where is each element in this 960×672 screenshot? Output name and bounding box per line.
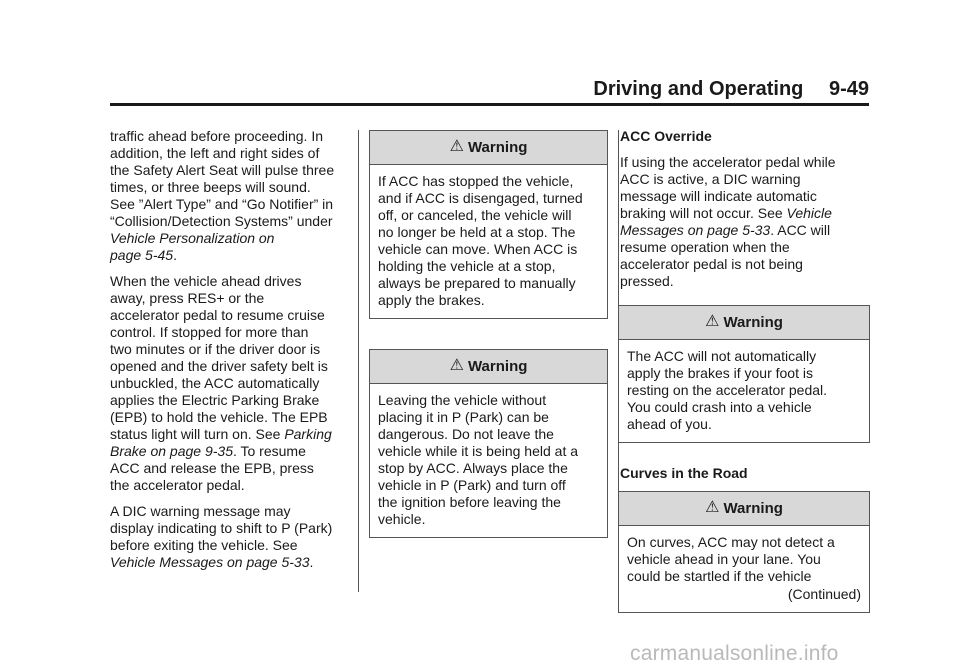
watermark: carmanualsonline.info [630,642,839,665]
warning-triangle-icon: ⚠ [705,499,720,516]
paragraph [110,503,350,571]
warning-triangle-icon: ⚠ [705,313,720,330]
warning-title: Warning [723,500,783,517]
warning-body-text: On curves, ACC may not detect a vehicle ahead in your lane. You could be startled if the vehicle [627,534,835,584]
section-heading: Curves in the Road [620,465,748,481]
warning-title: Warning [467,358,528,375]
cross-reference-link[interactable]: Vehicle Personalization on page 5-45 [110,230,275,263]
warning-header [619,492,869,526]
warning-title: Warning [723,314,783,331]
warning-triangle-icon: ⚠ [449,138,464,155]
paragraph-text: . [309,554,314,570]
warning-body: The ACC will not automatically apply the brakes if your foot is resting on the accelerator pedal. You could crash into a vehicle ahead of you. [627,348,828,432]
warning-header [619,306,869,340]
section-title: Driving and Operating [593,78,804,100]
cross-reference-link[interactable]: Parking Brake on page 9-35 [110,426,332,459]
warning-header [370,350,607,384]
column-3 [620,128,870,613]
warning-triangle-icon: ⚠ [449,357,464,374]
page-number: 9-49 [828,78,869,100]
paragraph-text: When the vehicle ahead drives away, press RES+ or the accelerator pedal to resume cruise control. If stopped for more than two minutes or if the driver door is opened and the driver safety belt is unbuckled, the ACC automatically applies the Electric Parking Brake (EPB) to hold the vehicle. The EPB status light will turn on. See [110,273,328,442]
page-header [110,78,869,102]
column-1 [110,128,350,580]
paragraph [110,128,350,264]
warning-box [618,491,870,613]
warning-body: If ACC has stopped the vehicle, and if ACC is disengaged, turned off, or canceled, the vehicle will no longer be held at a stop. The vehicle can move. When ACC is holding the vehicle at a stop, always be prepared to manually apply the brakes. [378,173,583,308]
paragraph-text: . ACC will resume operation when the accelerator pedal is not being pressed. [620,222,831,289]
continued-label: (Continued) [787,586,861,602]
paragraph-text: A DIC warning message may display indicating to shift to P (Park) before exiting the vehicle. See [110,503,333,553]
column-divider [358,130,359,592]
warning-title: Warning [467,139,528,156]
header-rule [110,103,869,106]
column-2 [371,130,608,538]
warning-body [619,526,869,612]
cross-reference-link[interactable]: Vehicle Messages on page 5-33 [620,205,832,238]
paragraph-text: . [173,247,177,263]
warning-box [369,130,608,319]
paragraph-text: traffic ahead before proceeding. In addition, the left and right sides of the Safety Alert Seat will pulse three times, or three beeps will sound. See ”Alert Type” and “Go Notifier” in “Collision/Detection Systems” under [110,128,335,229]
section-heading: ACC Override [620,128,712,144]
paragraph [620,154,870,290]
cross-reference-link[interactable]: Vehicle Messages on page 5-33 [110,554,310,570]
warning-body: Leaving the vehicle without placing it in P (Park) can be dangerous. Do not leave the vehicle while it is being held at a stop by ACC. Always place the vehicle in P (Park) and turn off the ignition before leaving the vehicle. [378,392,579,527]
warning-box [618,305,870,443]
warning-header [370,131,607,165]
paragraph-text: If using the accelerator pedal while ACC is active, a DIC warning message will indicate automatic braking will not occur. See [620,154,836,221]
paragraph [110,273,350,494]
warning-box [369,349,608,538]
paragraph-text: . To resume ACC and release the EPB, press the accelerator pedal. [110,443,314,493]
